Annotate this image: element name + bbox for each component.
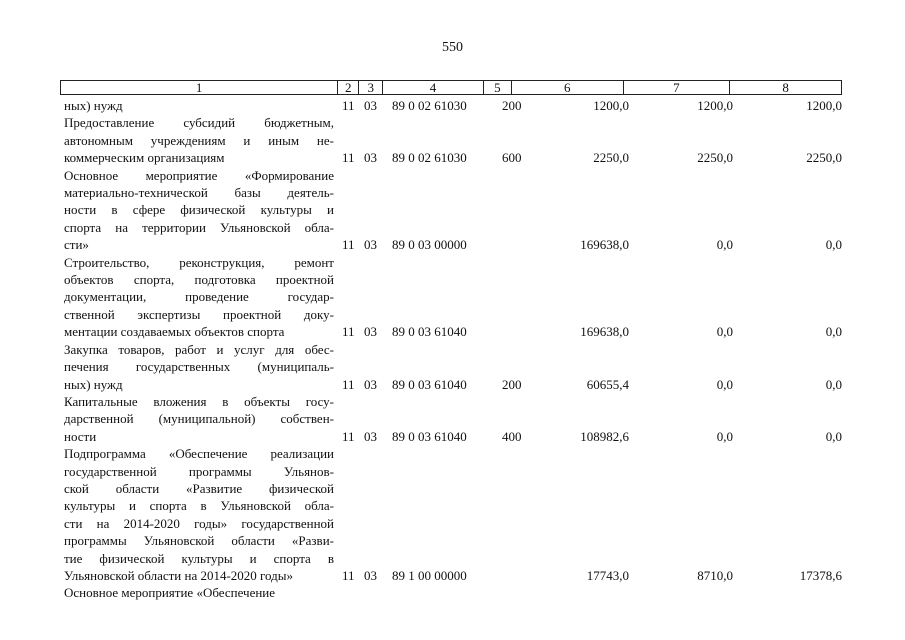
row-amount-year-3: 0,0 xyxy=(825,428,842,444)
row-description xyxy=(64,167,334,254)
row-description xyxy=(64,254,334,341)
header-col-5: 5 xyxy=(483,81,511,94)
table-row xyxy=(64,445,844,584)
description-line: сти на 2014-2020 годы» государственной xyxy=(64,515,334,531)
row-expense-type: 200 xyxy=(502,376,522,392)
row-amount-year-1: 169638,0 xyxy=(580,237,629,253)
description-line: Строительство, реконструкция, ремонт xyxy=(64,254,334,270)
row-amount-year-2: 0,0 xyxy=(716,376,733,392)
description-line: Ульяновской области на 2014-2020 годы» xyxy=(64,567,294,583)
description-line: Основное мероприятие «Формирование xyxy=(64,167,334,183)
table-row xyxy=(64,97,844,114)
table-row xyxy=(64,167,844,254)
row-amount-year-2: 0,0 xyxy=(716,428,733,444)
description-line: Капитальные вложения в объекты госу- xyxy=(64,393,334,409)
row-target-article: 89 0 02 61030 xyxy=(392,98,467,113)
table-header xyxy=(60,80,842,95)
description-line: ской области «Развитие физической xyxy=(64,480,334,496)
row-amount-year-2: 2250,0 xyxy=(697,150,733,166)
description-line: ности xyxy=(64,428,97,444)
row-subsection: 03 xyxy=(364,324,377,340)
row-amount-year-3: 0,0 xyxy=(825,376,842,392)
row-amount-year-1: 17743,0 xyxy=(586,567,629,583)
description-line: ных) нужд xyxy=(64,98,123,113)
row-amount-year-2: 0,0 xyxy=(716,324,733,340)
row-target-article: 89 0 03 00000 xyxy=(392,237,467,253)
row-description xyxy=(64,341,334,393)
row-amount-year-1: 1200,0 xyxy=(593,98,629,113)
row-amount-year-2: 0,0 xyxy=(716,237,733,253)
header-col-2: 2 xyxy=(337,81,358,94)
description-line: Закупка товаров, работ и услуг для обес- xyxy=(64,341,334,357)
description-line: ственной экспертизы проектной доку- xyxy=(64,306,334,322)
row-section: 11 xyxy=(342,376,355,392)
row-section: 11 xyxy=(342,237,355,253)
row-description xyxy=(64,97,334,114)
description-line: материально-технической базы деятель- xyxy=(64,185,334,201)
row-amount-year-2: 1200,0 xyxy=(697,98,733,113)
row-target-article: 89 0 03 61040 xyxy=(392,428,467,444)
description-line: государственной программы Ульянов- xyxy=(64,463,334,479)
row-target-article: 89 1 00 00000 xyxy=(392,567,467,583)
table-body xyxy=(64,97,844,602)
row-subsection: 03 xyxy=(364,376,377,392)
row-subsection: 03 xyxy=(364,98,377,113)
table-row xyxy=(64,584,844,601)
table-row xyxy=(64,254,844,341)
row-amount-year-3: 0,0 xyxy=(825,324,842,340)
header-col-4: 4 xyxy=(382,81,483,94)
description-line: ментации создаваемых объектов спорта xyxy=(64,324,285,340)
row-amount-year-3: 0,0 xyxy=(825,237,842,253)
row-amount-year-1: 108982,6 xyxy=(580,428,629,444)
row-amount-year-1: 60655,4 xyxy=(586,376,629,392)
description-line: культуры и спорта в Ульяновской обла- xyxy=(64,498,334,514)
row-amount-year-1: 2250,0 xyxy=(593,150,629,166)
description-line: коммерческим организациям xyxy=(64,150,225,166)
row-description xyxy=(64,393,334,445)
description-line: автономным учреждениям и иным не- xyxy=(64,132,334,148)
table-row xyxy=(64,393,844,445)
row-expense-type: 200 xyxy=(502,98,522,113)
description-line: спорта на территории Ульяновской обла- xyxy=(64,219,334,235)
row-target-article: 89 0 02 61030 xyxy=(392,150,467,166)
description-line: Предоставление субсидий бюджетным, xyxy=(64,115,334,131)
page-number: 550 xyxy=(442,40,463,55)
row-subsection: 03 xyxy=(364,428,377,444)
row-expense-type: 600 xyxy=(502,150,522,166)
header-col-1: 1 xyxy=(195,80,203,95)
description-line: Подпрограмма «Обеспечение реализации xyxy=(64,446,334,462)
header-col-8: 8 xyxy=(729,81,841,94)
row-target-article: 89 0 03 61040 xyxy=(392,324,467,340)
description-line: печения государственных (муниципаль- xyxy=(64,359,334,375)
row-section: 11 xyxy=(342,98,355,113)
header-col-3: 3 xyxy=(358,81,382,94)
row-description xyxy=(64,445,334,584)
description-line: сти» xyxy=(64,237,89,253)
row-amount-year-3: 1200,0 xyxy=(806,98,842,113)
description-line: тие физической культуры и спорта в xyxy=(64,550,334,566)
description-line: Основное мероприятие «Обеспечение xyxy=(64,585,276,601)
description-line: объектов спорта, подготовка проектной xyxy=(64,272,334,288)
row-amount-year-3: 17378,6 xyxy=(799,567,842,583)
row-amount-year-3: 2250,0 xyxy=(806,150,842,166)
row-target-article: 89 0 03 61040 xyxy=(392,376,467,392)
description-line: ных) нужд xyxy=(64,376,123,392)
row-section: 11 xyxy=(342,324,355,340)
row-description xyxy=(64,584,334,601)
row-section: 11 xyxy=(342,150,355,166)
row-section: 11 xyxy=(342,567,355,583)
row-expense-type: 400 xyxy=(502,428,522,444)
row-section: 11 xyxy=(342,428,355,444)
description-line: ности в сфере физической культуры и xyxy=(64,202,334,218)
header-col-7: 7 xyxy=(623,81,730,94)
table-row xyxy=(64,114,844,166)
row-subsection: 03 xyxy=(364,237,377,253)
row-amount-year-2: 8710,0 xyxy=(697,567,733,583)
row-subsection: 03 xyxy=(364,150,377,166)
table-row xyxy=(64,341,844,393)
description-line: дарственной (муниципальной) собствен- xyxy=(64,411,334,427)
header-col-6: 6 xyxy=(511,81,623,94)
row-amount-year-1: 169638,0 xyxy=(580,324,629,340)
row-description xyxy=(64,114,334,166)
row-subsection: 03 xyxy=(364,567,377,583)
description-line: программы Ульяновской области «Разви- xyxy=(64,533,334,549)
description-line: документации, проведение государ- xyxy=(64,289,334,305)
